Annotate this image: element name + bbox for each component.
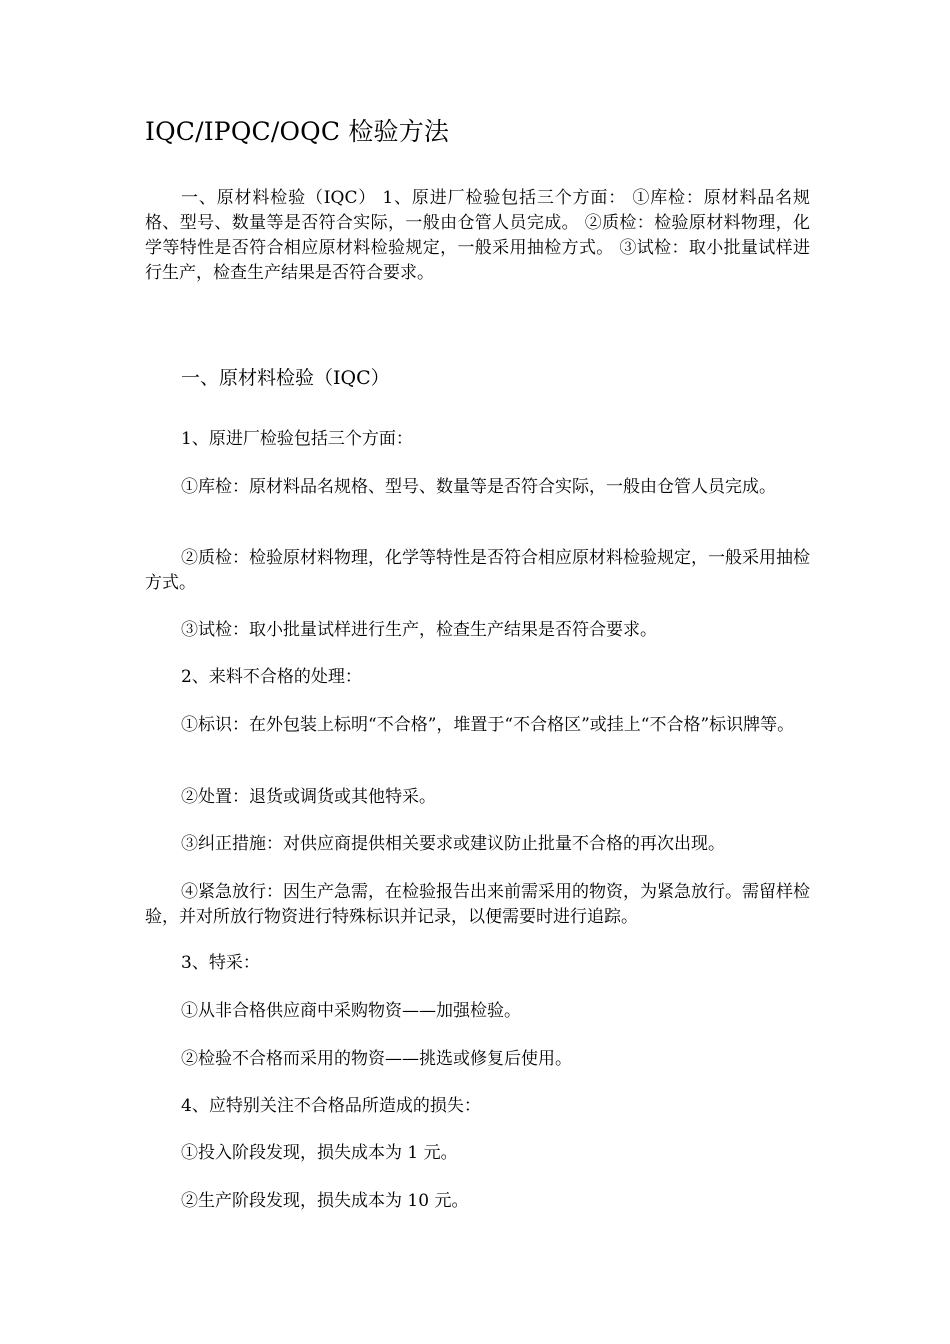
paragraph-4: ③试检：取小批量试样进行生产，检查生产结果是否符合要求。: [181, 620, 657, 640]
paragraph-15: ②生产阶段发现，损失成本为 10 元。: [181, 1191, 469, 1211]
paragraph-13: 4、应特别关注不合格品所造成的损失：: [181, 1096, 481, 1116]
paragraph-5: 2、来料不合格的处理：: [181, 667, 362, 687]
paragraph-2: ①库检：原材料品名规格、型号、数量等是否符合实际，一般由仓管人员完成。: [181, 477, 776, 497]
paragraph-9: ④紧急放行：因生产急需，在检验报告出来前需采用的物资，为紧急放行。需留样检验，并对所放行物资进行特殊标识并记录，以便需要时进行追踪。: [145, 882, 810, 927]
paragraph-11: ①从非合格供应商中采购物资——加强检验。: [181, 1001, 521, 1021]
paragraph-14: ①投入阶段发现，损失成本为 1 元。: [181, 1143, 458, 1163]
paragraph-3: ②质检：检验原材料物理，化学等特性是否符合相应原材料检验规定，一般采用抽检方式。: [145, 548, 810, 593]
document-title: IQC/IPQC/OQC 检验方法: [145, 117, 450, 146]
paragraph-10: 3、特采：: [181, 953, 260, 973]
paragraph-1: 1、原进厂检验包括三个方面：: [181, 429, 413, 449]
section-heading: 一、原材料检验（IQC）: [181, 367, 390, 389]
intro-paragraph: 一、原材料检验（IQC） 1、原进厂检验包括三个方面： ①库检：原材料品名规格、型号、数量等是否符合实际，一般由仓管人员完成。 ②质检：检验原材料物理，化学等特性是否符合相应原材料检验规定，一般采用抽检方式。 ③试检：取小批量试样进行生产，检查生产结果是否符合要求。: [145, 188, 810, 283]
paragraph-8: ③纠正措施：对供应商提供相关要求或建议防止批量不合格的再次出现。: [181, 834, 725, 854]
paragraph-12: ②检验不合格而采用的物资——挑选或修复后使用。: [181, 1049, 572, 1069]
paragraph-7: ②处置：退货或调货或其他特采。: [181, 787, 436, 807]
paragraph-6: ①标识：在外包装上标明“不合格”，堆置于“不合格区”或挂上“不合格”标识牌等。: [181, 715, 795, 735]
